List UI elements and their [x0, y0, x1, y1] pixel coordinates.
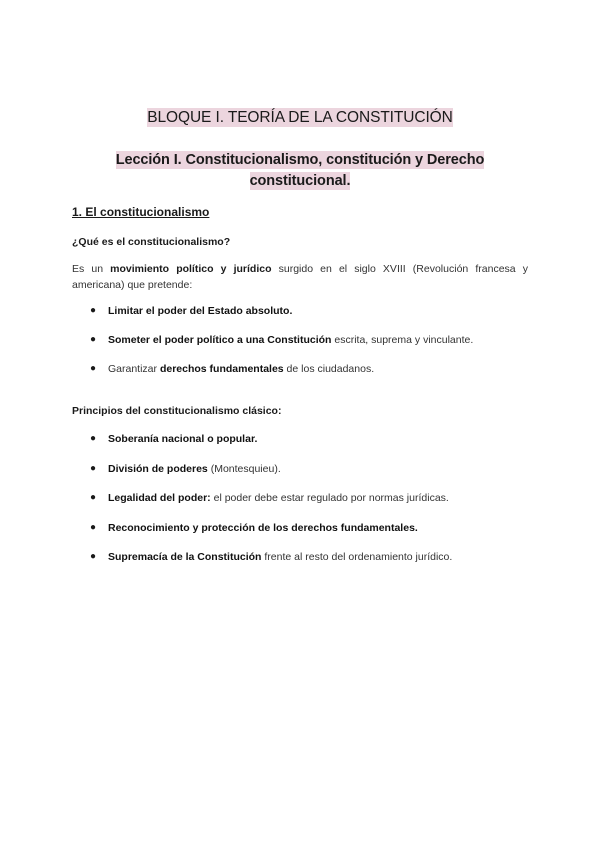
bullet-icon: ● [90, 334, 97, 345]
list-item: ● Soberanía nacional o popular. [90, 433, 258, 445]
list-item: ● División de poderes (Montesquieu). [90, 462, 281, 475]
bullet-icon: ● [90, 551, 97, 562]
list-item: ● Someter el poder político a una Constitución escrita, suprema y vinculante. [90, 334, 474, 346]
list-item: ● Legalidad del poder: el poder debe estar regulado por normas jurídicas. [90, 492, 449, 504]
principles-heading: Principios del constitucionalismo clásico: [72, 405, 282, 417]
lesson-title-line2: constitucional. [249, 173, 351, 189]
section-title: 1. El constitucionalismo [72, 205, 210, 219]
bullet-icon: ● [90, 305, 97, 316]
lesson-title-line1: Lección I. Constitucionalismo, constitución y Derecho [115, 152, 485, 168]
principles-list [72, 432, 528, 580]
bullet-icon: ● [90, 521, 97, 533]
bullet-icon: ● [90, 492, 97, 503]
bullet-icon: ● [90, 433, 97, 444]
aims-list [72, 304, 528, 391]
list-item: ● Supremacía de la Constitución frente al resto del ordenamiento jurídico. [90, 551, 453, 563]
bullet-icon: ● [90, 462, 97, 474]
list-item: ● Garantizar derechos fundamentales de los ciudadanos. [90, 363, 375, 375]
intro-paragraph: Es un movimiento político y jurídico surgido en el siglo XVIII (Revolución francesa y americana) que pretende: [72, 263, 528, 291]
list-item: ● Reconocimiento y protección de los derechos fundamentales. [90, 521, 418, 534]
list-item: ● Limitar el poder del Estado absoluto. [90, 305, 293, 317]
bullet-icon: ● [90, 363, 97, 374]
intro-emphasis: movimiento político y jurídico [110, 263, 272, 275]
block-title: BLOQUE I. TEORÍA DE LA CONSTITUCIÓN [147, 109, 453, 126]
question-heading: ¿Qué es el constitucionalismo? [72, 236, 231, 248]
lesson-title [90, 150, 510, 192]
